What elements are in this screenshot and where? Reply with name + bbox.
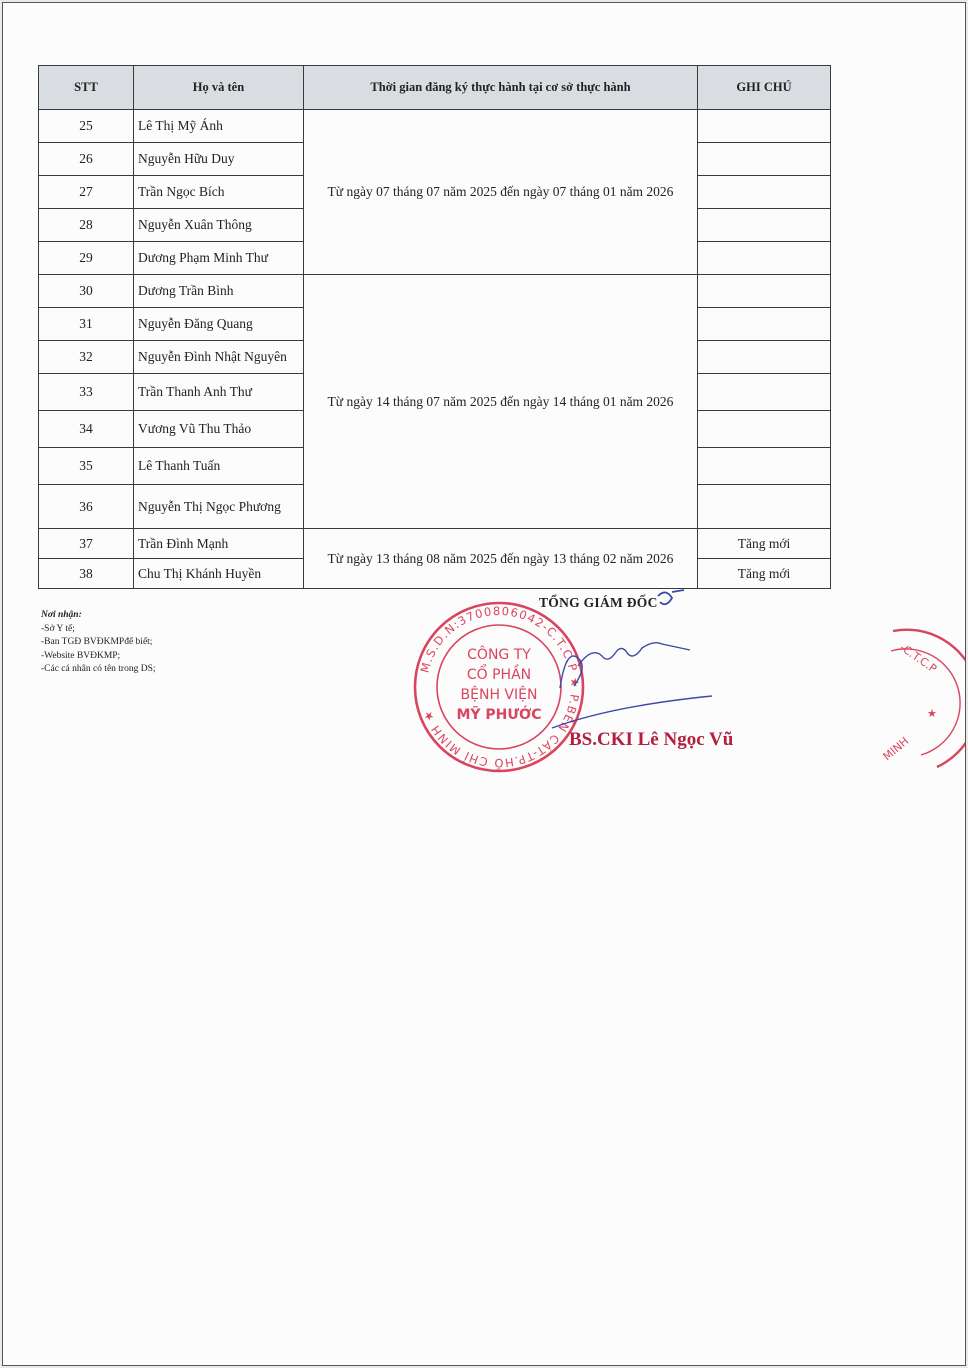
row-name: Lê Thị Mỹ Ánh (134, 110, 304, 143)
row-name: Dương Phạm Minh Thư (134, 242, 304, 275)
row-note (698, 110, 831, 143)
header-stt: STT (39, 66, 134, 110)
period-group-3: Từ ngày 13 tháng 08 năm 2025 đến ngày 13 tháng 02 năm 2026 (304, 529, 698, 589)
row-stt: 30 (39, 275, 134, 308)
svg-text:-C.T.C.P: -C.T.C.P (897, 640, 940, 676)
row-note (698, 209, 831, 242)
table-header-row (39, 66, 831, 110)
recipient-item: -Sở Y tế; (41, 623, 75, 634)
row-note (698, 411, 831, 448)
row-note (698, 143, 831, 176)
header-period: Thời gian đăng ký thực hành tại cơ sở thực hành (304, 66, 698, 110)
row-stt: 32 (39, 341, 134, 374)
row-name: Vương Vũ Thu Thảo (134, 411, 304, 448)
row-stt: 26 (39, 143, 134, 176)
row-stt: 34 (39, 411, 134, 448)
registration-table (38, 65, 831, 589)
handwritten-signature (548, 588, 728, 738)
seal-line-4: MỸ PHƯỚC (456, 707, 542, 723)
row-note (698, 308, 831, 341)
seal-line-2: CỔ PHẦN (466, 667, 532, 683)
svg-text:★: ★ (927, 707, 937, 720)
row-name: Nguyễn Đình Nhật Nguyên (134, 341, 304, 374)
row-stt: 28 (39, 209, 134, 242)
row-name: Nguyễn Xuân Thông (134, 209, 304, 242)
recipients-title: Nơi nhận: (41, 610, 82, 620)
signer-name: BS.CKI Lê Ngọc Vũ (569, 729, 734, 750)
row-stt: 37 (39, 529, 134, 559)
row-note (698, 176, 831, 209)
table-row (39, 529, 831, 559)
period-group-2: Từ ngày 14 tháng 07 năm 2025 đến ngày 14 tháng 01 năm 2026 (304, 275, 698, 529)
recipients-block (41, 609, 156, 677)
row-stt: 33 (39, 374, 134, 411)
row-note: Tăng mới (698, 559, 831, 589)
header-name: Họ và tên (134, 66, 304, 110)
row-note (698, 242, 831, 275)
row-note (698, 448, 831, 485)
seal-line-3: BỆNH VIỆN (460, 687, 538, 703)
document-page (2, 2, 966, 1366)
row-stt: 27 (39, 176, 134, 209)
seal-line-1: CÔNG TY (467, 647, 531, 663)
svg-text:MINH: MINH (880, 734, 912, 764)
header-note: GHI CHÚ (698, 66, 831, 110)
table-row (39, 275, 831, 308)
director-title: TỔNG GIÁM ĐỐC (539, 595, 658, 610)
seal-ring-text: M.S.D.N:3700806042-C.T.C.P ★ P.BẾN CÁT-TP.HỒ CHÍ MINH ★ (417, 603, 583, 771)
row-name: Nguyễn Hữu Duy (134, 143, 304, 176)
row-name: Trần Thanh Anh Thư (134, 374, 304, 411)
recipient-item: -Các cá nhân có tên trong DS; (41, 664, 156, 674)
row-stt: 25 (39, 110, 134, 143)
row-stt: 29 (39, 242, 134, 275)
row-stt: 36 (39, 485, 134, 529)
partial-seal (879, 621, 966, 781)
row-name: Chu Thị Khánh Huyền (134, 559, 304, 589)
row-note (698, 341, 831, 374)
row-note (698, 485, 831, 529)
row-stt: 38 (39, 559, 134, 589)
row-note (698, 275, 831, 308)
row-note: Tăng mới (698, 529, 831, 559)
row-name: Nguyễn Thị Ngọc Phương (134, 485, 304, 529)
row-name: Trần Đình Mạnh (134, 529, 304, 559)
recipient-item: -Website BVĐKMP; (41, 650, 121, 661)
period-group-1: Từ ngày 07 tháng 07 năm 2025 đến ngày 07 tháng 01 năm 2026 (304, 110, 698, 275)
table-row (39, 110, 831, 143)
recipient-item: -Ban TGĐ BVĐKMPđể biết; (41, 637, 153, 647)
row-name: Trần Ngọc Bích (134, 176, 304, 209)
row-stt: 31 (39, 308, 134, 341)
row-note (698, 374, 831, 411)
row-stt: 35 (39, 448, 134, 485)
row-name: Dương Trần Bình (134, 275, 304, 308)
row-name: Nguyễn Đăng Quang (134, 308, 304, 341)
row-name: Lê Thanh Tuấn (134, 448, 304, 485)
